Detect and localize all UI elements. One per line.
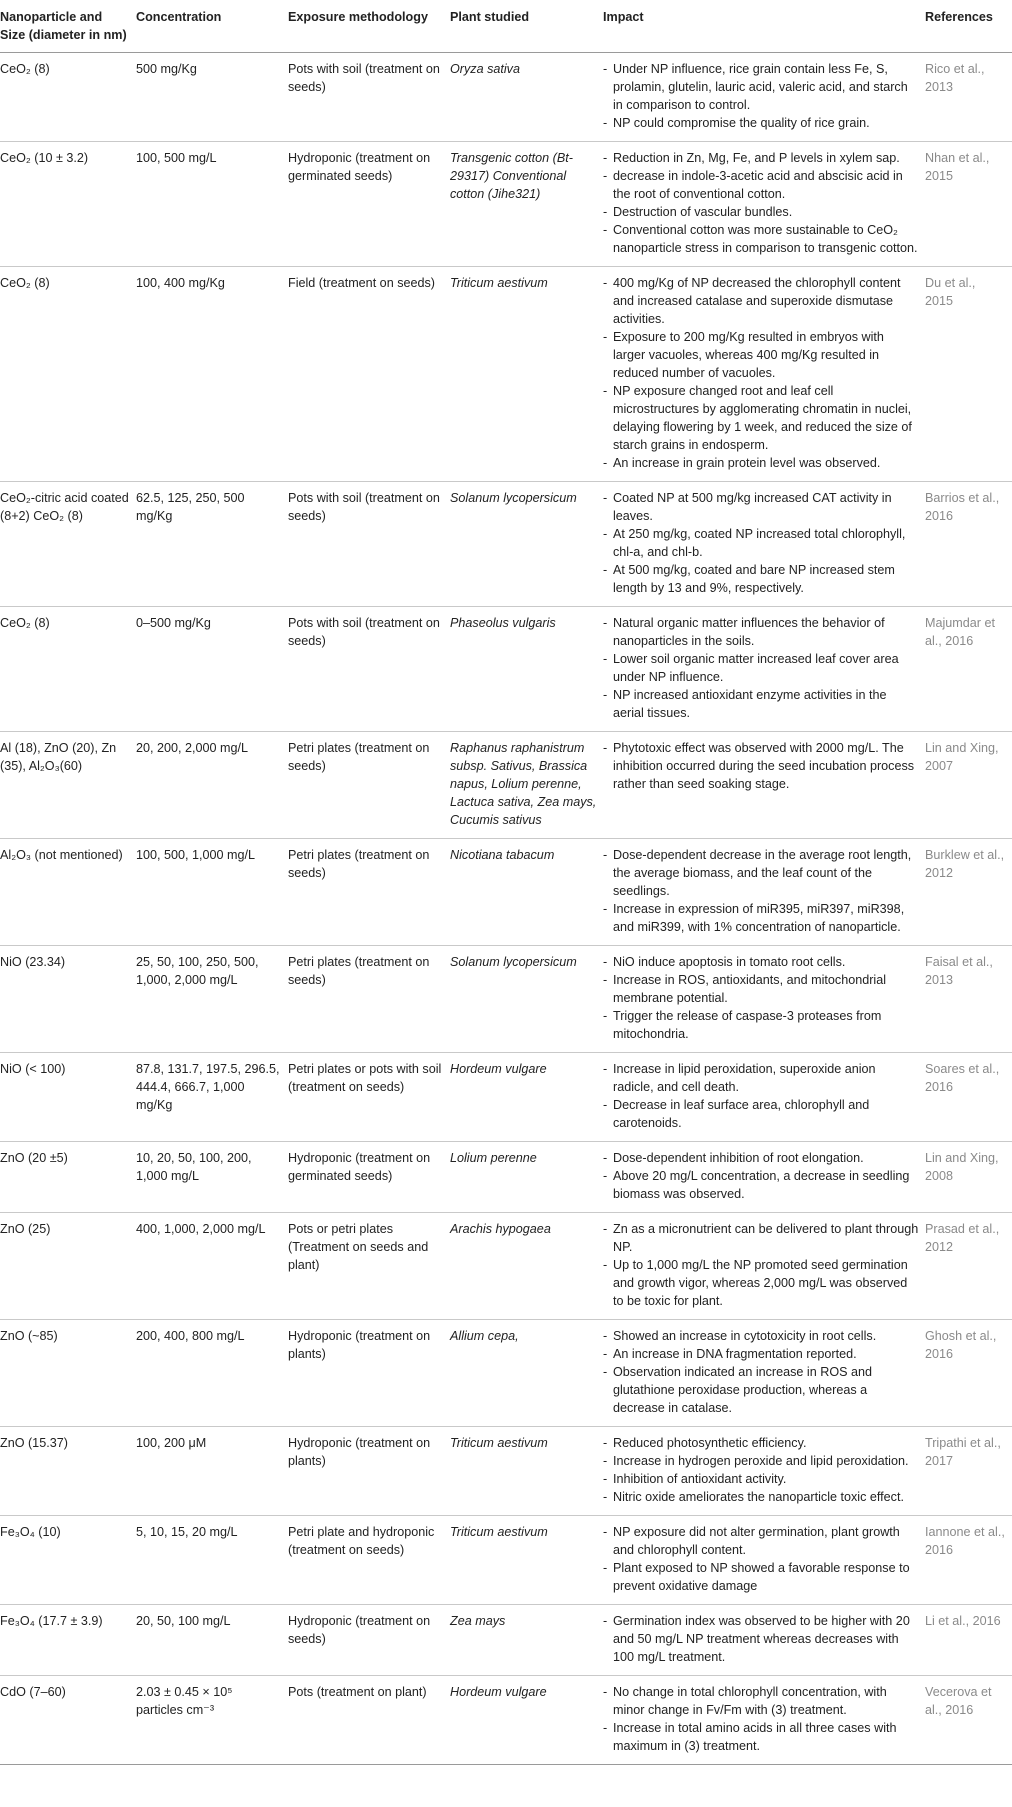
impact-item: - Conventional cotton was more sustainable to CeO₂ nanoparticle stress in comparison to transgenic cotton.: [603, 221, 919, 257]
header-nanoparticle: Nanoparticle and Size (diameter in nm): [0, 0, 136, 53]
cell-impact: [603, 946, 925, 1053]
cell-reference: Vecerova et al., 2016: [925, 1676, 1012, 1765]
impact-item: - Natural organic matter influences the behavior of nanoparticles in the soils.: [603, 614, 919, 650]
cell-plant: Triticum aestivum: [450, 1516, 603, 1605]
impact-item: - Nitric oxide ameliorates the nanoparticle toxic effect.: [603, 1488, 919, 1506]
cell-exposure: Petri plate and hydroponic (treatment on seeds): [288, 1516, 450, 1605]
table-row: [0, 839, 1012, 946]
cell-reference: Ghosh et al., 2016: [925, 1320, 1012, 1427]
impact-item: - Increase in ROS, antioxidants, and mitochondrial membrane potential.: [603, 971, 919, 1007]
cell-nanoparticle: ZnO (15.37): [0, 1427, 136, 1516]
impact-item: - NP could compromise the quality of rice grain.: [603, 114, 919, 132]
cell-reference: Iannone et al., 2016: [925, 1516, 1012, 1605]
cell-impact: [603, 142, 925, 267]
impact-list: [603, 1523, 919, 1595]
cell-reference: Rico et al., 2013: [925, 53, 1012, 142]
cell-reference: Nhan et al., 2015: [925, 142, 1012, 267]
impact-list: [603, 1434, 919, 1506]
impact-item: - Coated NP at 500 mg/kg increased CAT activity in leaves.: [603, 489, 919, 525]
impact-item: - Above 20 mg/L concentration, a decrease in seedling biomass was observed.: [603, 1167, 919, 1203]
cell-concentration: 100, 500, 1,000 mg/L: [136, 839, 288, 946]
cell-reference: Burklew et al., 2012: [925, 839, 1012, 946]
impact-item: - Showed an increase in cytotoxicity in root cells.: [603, 1327, 919, 1345]
cell-nanoparticle: CeO₂ (8): [0, 607, 136, 732]
impact-list: [603, 1612, 919, 1666]
cell-impact: [603, 732, 925, 839]
cell-exposure: Field (treatment on seeds): [288, 267, 450, 482]
impact-item: - An increase in grain protein level was observed.: [603, 454, 919, 472]
cell-exposure: Petri plates (treatment on seeds): [288, 946, 450, 1053]
impact-item: - Inhibition of antioxidant activity.: [603, 1470, 919, 1488]
impact-item: - Trigger the release of caspase-3 proteases from mitochondria.: [603, 1007, 919, 1043]
cell-reference: Tripathi et al., 2017: [925, 1427, 1012, 1516]
impact-item: - Increase in total amino acids in all three cases with maximum in (3) treatment.: [603, 1719, 919, 1755]
cell-impact: [603, 1142, 925, 1213]
table-row: [0, 267, 1012, 482]
impact-item: - No change in total chlorophyll concentration, with minor change in Fv/Fm with (3) treatment.: [603, 1683, 919, 1719]
cell-plant: Hordeum vulgare: [450, 1676, 603, 1765]
cell-impact: [603, 607, 925, 732]
cell-plant: Lolium perenne: [450, 1142, 603, 1213]
cell-plant: Raphanus raphanistrum subsp. Sativus, Brassica napus, Lolium perenne, Lactuca sativa, Zea mays, Cucumis sativus: [450, 732, 603, 839]
header-exposure: Exposure methodology: [288, 0, 450, 53]
header-impact: Impact: [603, 0, 925, 53]
impact-item: - Observation indicated an increase in ROS and glutathione peroxidase production, whereas a decrease in catalase.: [603, 1363, 919, 1417]
impact-item: - NP exposure changed root and leaf cell microstructures by agglomerating chromatin in nuclei, delaying flowering by 1 week, and reduced the size of starch grains in endosperm.: [603, 382, 919, 454]
impact-item: - NiO induce apoptosis in tomato root cells.: [603, 953, 919, 971]
table-row: [0, 946, 1012, 1053]
cell-concentration: 20, 200, 2,000 mg/L: [136, 732, 288, 839]
impact-list: [603, 1060, 919, 1132]
cell-impact: [603, 1605, 925, 1676]
cell-exposure: Pots with soil (treatment on seeds): [288, 53, 450, 142]
impact-list: [603, 1327, 919, 1417]
cell-impact: [603, 1427, 925, 1516]
impact-item: - NP increased antioxidant enzyme activities in the aerial tissues.: [603, 686, 919, 722]
cell-plant: Arachis hypogaea: [450, 1213, 603, 1320]
cell-concentration: 5, 10, 15, 20 mg/L: [136, 1516, 288, 1605]
cell-reference: Barrios et al., 2016: [925, 482, 1012, 607]
cell-reference: Du et al., 2015: [925, 267, 1012, 482]
cell-plant: Solanum lycopersicum: [450, 482, 603, 607]
cell-plant: Transgenic cotton (Bt-29317) Conventional cotton (Jihe321): [450, 142, 603, 267]
cell-concentration: 62.5, 125, 250, 500 mg/Kg: [136, 482, 288, 607]
impact-item: - NP exposure did not alter germination, plant growth and chlorophyll content.: [603, 1523, 919, 1559]
impact-item: - Increase in expression of miR395, miR397, miR398, and miR399, with 1% concentration of nanoparticle.: [603, 900, 919, 936]
impact-item: - Reduction in Zn, Mg, Fe, and P levels in xylem sap.: [603, 149, 919, 167]
cell-exposure: Petri plates or pots with soil (treatment on seeds): [288, 1053, 450, 1142]
header-references: References: [925, 0, 1012, 53]
impact-item: - Increase in hydrogen peroxide and lipid peroxidation.: [603, 1452, 919, 1470]
cell-exposure: Hydroponic (treatment on seeds): [288, 1605, 450, 1676]
cell-reference: Li et al., 2016: [925, 1605, 1012, 1676]
cell-impact: [603, 267, 925, 482]
impact-item: - Reduced photosynthetic efficiency.: [603, 1434, 919, 1452]
cell-nanoparticle: Fe₃O₄ (17.7 ± 3.9): [0, 1605, 136, 1676]
cell-nanoparticle: CeO₂ (8): [0, 53, 136, 142]
impact-list: [603, 739, 919, 793]
impact-item: - Decrease in leaf surface area, chlorophyll and carotenoids.: [603, 1096, 919, 1132]
cell-nanoparticle: ZnO (20 ±5): [0, 1142, 136, 1213]
impact-list: [603, 1220, 919, 1310]
cell-reference: Lin and Xing, 2007: [925, 732, 1012, 839]
cell-concentration: 2.03 ± 0.45 × 10⁵ particles cm⁻³: [136, 1676, 288, 1765]
table-row: [0, 53, 1012, 142]
cell-reference: Faisal et al., 2013: [925, 946, 1012, 1053]
cell-plant: Phaseolus vulgaris: [450, 607, 603, 732]
impact-item: - Zn as a micronutrient can be delivered to plant through NP.: [603, 1220, 919, 1256]
cell-impact: [603, 839, 925, 946]
impact-list: [603, 614, 919, 722]
cell-concentration: 400, 1,000, 2,000 mg/L: [136, 1213, 288, 1320]
table-row: [0, 1676, 1012, 1765]
header-concentration: Concentration: [136, 0, 288, 53]
cell-concentration: 500 mg/Kg: [136, 53, 288, 142]
cell-nanoparticle: Fe₃O₄ (10): [0, 1516, 136, 1605]
impact-list: [603, 846, 919, 936]
impact-item: - Germination index was observed to be higher with 20 and 50 mg/L NP treatment whereas decreases with 100 mg/L treatment.: [603, 1612, 919, 1666]
cell-exposure: Hydroponic (treatment on germinated seeds): [288, 142, 450, 267]
table-row: [0, 1605, 1012, 1676]
cell-impact: [603, 53, 925, 142]
cell-exposure: Hydroponic (treatment on plants): [288, 1320, 450, 1427]
cell-reference: Lin and Xing, 2008: [925, 1142, 1012, 1213]
cell-concentration: 100, 500 mg/L: [136, 142, 288, 267]
impact-list: [603, 60, 919, 132]
impact-item: - 400 mg/Kg of NP decreased the chlorophyll content and increased catalase and superoxide dismutase activities.: [603, 274, 919, 328]
impact-item: - Plant exposed to NP showed a favorable response to prevent oxidative damage: [603, 1559, 919, 1595]
impact-item: - decrease in indole-3-acetic acid and abscisic acid in the root of conventional cotton.: [603, 167, 919, 203]
table-row: [0, 1516, 1012, 1605]
cell-concentration: 25, 50, 100, 250, 500, 1,000, 2,000 mg/L: [136, 946, 288, 1053]
table-header: [0, 0, 1012, 53]
table-row: [0, 607, 1012, 732]
header-row: [0, 0, 1012, 53]
cell-nanoparticle: CeO₂ (8): [0, 267, 136, 482]
cell-exposure: Pots with soil (treatment on seeds): [288, 607, 450, 732]
impact-list: [603, 953, 919, 1043]
impact-item: - Exposure to 200 mg/Kg resulted in embryos with larger vacuoles, whereas 400 mg/Kg resulted in reduced number of vacuoles.: [603, 328, 919, 382]
cell-concentration: 10, 20, 50, 100, 200, 1,000 mg/L: [136, 1142, 288, 1213]
table-row: [0, 142, 1012, 267]
cell-impact: [603, 1053, 925, 1142]
cell-nanoparticle: NiO (23.34): [0, 946, 136, 1053]
impact-item: - Lower soil organic matter increased leaf cover area under NP influence.: [603, 650, 919, 686]
table-row: [0, 1213, 1012, 1320]
impact-item: - At 500 mg/kg, coated and bare NP increased stem length by 13 and 9%, respectively.: [603, 561, 919, 597]
cell-exposure: Petri plates (treatment on seeds): [288, 732, 450, 839]
impact-item: - Dose-dependent decrease in the average root length, the average biomass, and the leaf count of the seedlings.: [603, 846, 919, 900]
impact-list: [603, 274, 919, 472]
impact-item: - At 250 mg/kg, coated NP increased total chlorophyll, chl-a, and chl-b.: [603, 525, 919, 561]
cell-concentration: 100, 400 mg/Kg: [136, 267, 288, 482]
impact-item: - Destruction of vascular bundles.: [603, 203, 919, 221]
impact-item: - Increase in lipid peroxidation, superoxide anion radicle, and cell death.: [603, 1060, 919, 1096]
cell-nanoparticle: CeO₂-citric acid coated (8+2) CeO₂ (8): [0, 482, 136, 607]
impact-list: [603, 489, 919, 597]
table-row: [0, 1142, 1012, 1213]
cell-plant: Hordeum vulgare: [450, 1053, 603, 1142]
cell-impact: [603, 482, 925, 607]
cell-concentration: 20, 50, 100 mg/L: [136, 1605, 288, 1676]
cell-concentration: 200, 400, 800 mg/L: [136, 1320, 288, 1427]
cell-plant: Triticum aestivum: [450, 267, 603, 482]
cell-impact: [603, 1676, 925, 1765]
header-plant: Plant studied: [450, 0, 603, 53]
table-row: [0, 1427, 1012, 1516]
impact-item: - Up to 1,000 mg/L the NP promoted seed germination and growth vigor, whereas 2,000 mg/L was observed to be toxic for plant.: [603, 1256, 919, 1310]
cell-nanoparticle: Al₂O₃ (not mentioned): [0, 839, 136, 946]
cell-concentration: 100, 200 μM: [136, 1427, 288, 1516]
cell-plant: Solanum lycopersicum: [450, 946, 603, 1053]
impact-item: - Phytotoxic effect was observed with 2000 mg/L. The inhibition occurred during the seed incubation process rather than seed soaking stage.: [603, 739, 919, 793]
cell-nanoparticle: ZnO (~85): [0, 1320, 136, 1427]
impact-item: - An increase in DNA fragmentation reported.: [603, 1345, 919, 1363]
cell-reference: Majumdar et al., 2016: [925, 607, 1012, 732]
cell-impact: [603, 1320, 925, 1427]
cell-concentration: 0–500 mg/Kg: [136, 607, 288, 732]
cell-plant: Nicotiana tabacum: [450, 839, 603, 946]
cell-exposure: Pots with soil (treatment on seeds): [288, 482, 450, 607]
table-row: [0, 1320, 1012, 1427]
cell-exposure: Pots or petri plates (Treatment on seeds and plant): [288, 1213, 450, 1320]
cell-impact: [603, 1213, 925, 1320]
cell-reference: Prasad et al., 2012: [925, 1213, 1012, 1320]
cell-reference: Soares et al., 2016: [925, 1053, 1012, 1142]
cell-nanoparticle: NiO (< 100): [0, 1053, 136, 1142]
cell-concentration: 87.8, 131.7, 197.5, 296.5, 444.4, 666.7, 1,000 mg/Kg: [136, 1053, 288, 1142]
cell-plant: Zea mays: [450, 1605, 603, 1676]
cell-exposure: Pots (treatment on plant): [288, 1676, 450, 1765]
cell-nanoparticle: CeO₂ (10 ± 3.2): [0, 142, 136, 267]
cell-plant: Triticum aestivum: [450, 1427, 603, 1516]
cell-nanoparticle: Al (18), ZnO (20), Zn (35), Al₂O₃(60): [0, 732, 136, 839]
impact-item: - Dose-dependent inhibition of root elongation.: [603, 1149, 919, 1167]
cell-nanoparticle: ZnO (25): [0, 1213, 136, 1320]
table-body: [0, 53, 1012, 1765]
cell-plant: Oryza sativa: [450, 53, 603, 142]
cell-exposure: Petri plates (treatment on seeds): [288, 839, 450, 946]
table-row: [0, 1053, 1012, 1142]
impact-list: [603, 1149, 919, 1203]
impact-item: - Under NP influence, rice grain contain less Fe, S, prolamin, glutelin, lauric acid, valeric acid, and starch in comparison to control.: [603, 60, 919, 114]
cell-plant: Allium cepa,: [450, 1320, 603, 1427]
table-row: [0, 732, 1012, 839]
cell-impact: [603, 1516, 925, 1605]
cell-exposure: Hydroponic (treatment on plants): [288, 1427, 450, 1516]
cell-nanoparticle: CdO (7–60): [0, 1676, 136, 1765]
table-row: [0, 482, 1012, 607]
impact-list: [603, 1683, 919, 1755]
cell-exposure: Hydroponic (treatment on germinated seeds): [288, 1142, 450, 1213]
impact-list: [603, 149, 919, 257]
